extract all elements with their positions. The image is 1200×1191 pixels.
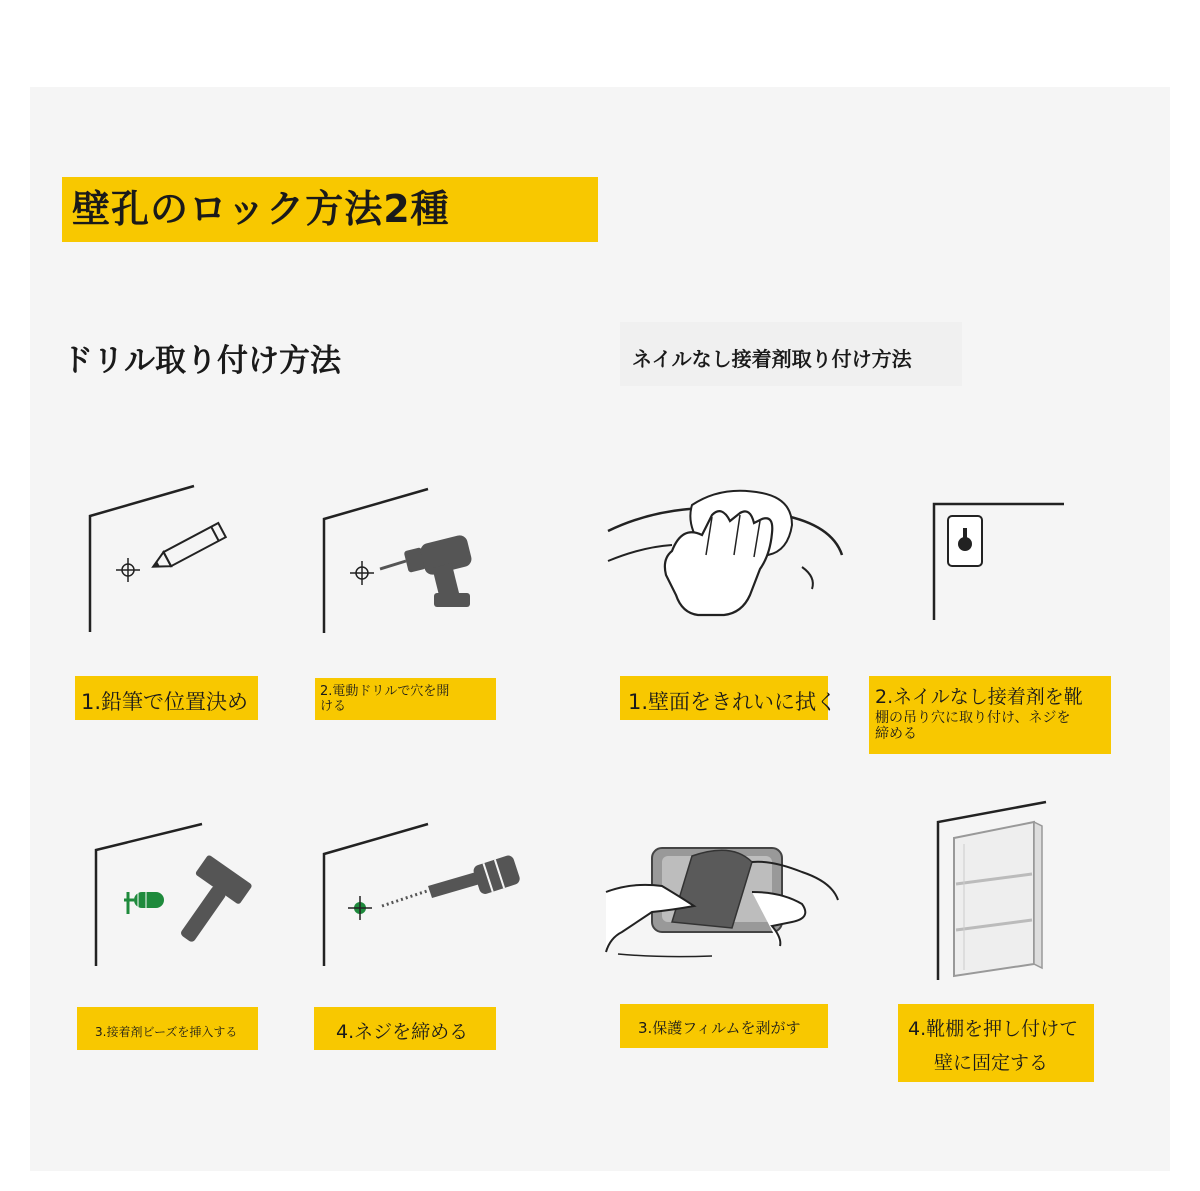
page-title: 壁孔のロック方法2種 [62, 177, 598, 242]
step-adhesive-3 [620, 1004, 828, 1048]
shoe-cabinet-wall-icon [934, 800, 1064, 990]
wall-pencil-icon [80, 480, 250, 640]
step-adhesive-2 [869, 676, 1111, 754]
step-adhesive-3-text: 3.保護フィルムを剥がす [638, 1019, 801, 1037]
step-adhesive-4-line2: 壁に固定する [934, 1052, 1049, 1074]
step-drill-3-text: 3.接着剤ビーズを挿入する [95, 1025, 238, 1039]
wall-drill-icon [316, 485, 496, 645]
step-adhesive-2-line1: 2.ネイルなし接着剤を靴 [875, 686, 1083, 708]
step-drill-4 [314, 1007, 496, 1050]
peel-film-icon [602, 842, 842, 962]
step-drill-2-line2: ける [320, 699, 347, 714]
step-adhesive-4-line1: 4.靴棚を押し付けて [908, 1018, 1079, 1040]
step-drill-3 [77, 1007, 258, 1050]
step-adhesive-1-text: 1.壁面をきれいに拭く [628, 690, 838, 714]
step-drill-2-line1: 2.電動ドリルで穴を開 [320, 684, 450, 699]
wall-screwdriver-icon [316, 820, 526, 970]
wall-hammer-anchor-icon [88, 820, 258, 970]
step-adhesive-2-line2: 棚の吊り穴に取り付け、ネジを [875, 710, 1071, 726]
step-adhesive-2-line3: 締める [875, 726, 917, 742]
section-title-drill: ドリル取り付け方法 [62, 343, 341, 379]
step-drill-4-text: 4.ネジを締める [336, 1021, 469, 1043]
wall-hanger-icon [928, 498, 1078, 628]
step-adhesive-4 [898, 1004, 1094, 1082]
step-drill-2 [315, 678, 496, 720]
step-drill-1 [75, 676, 258, 720]
step-drill-1-text: 1.鉛筆で位置決め [81, 690, 249, 714]
step-adhesive-1 [620, 676, 838, 720]
hand-wipe-icon [602, 485, 852, 625]
section-title-adhesive: ネイルなし接着剤取り付け方法 [632, 347, 912, 371]
